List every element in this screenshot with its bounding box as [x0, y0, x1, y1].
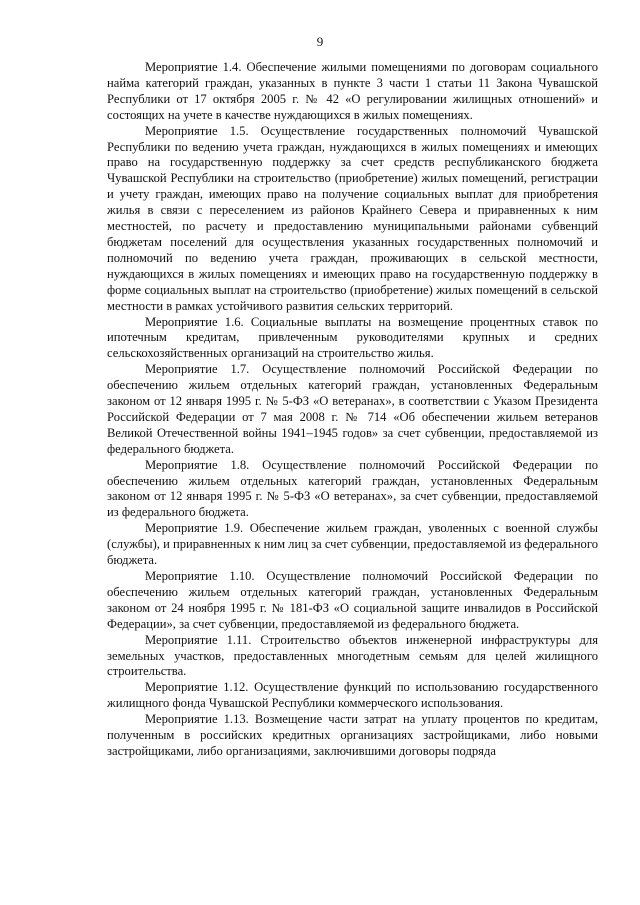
page-number: 9 — [316, 34, 324, 49]
paragraph-measure-1-11: Мероприятие 1.11. Строительство объектов инженерной инфраструктуры для земельных участков, предоставленных многодетным семьям для целей жилищного строительства. — [107, 632, 598, 679]
paragraph-measure-1-12: Мероприятие 1.12. Осуществление функций по использованию государственного жилищного фонда Чувашской Республики коммерческого использования. — [107, 680, 598, 711]
document-body — [107, 60, 598, 760]
paragraph-measure-1-4: Мероприятие 1.4. Обеспечение жилыми помещениями по договорам социального найма категорий граждан, указанных в пункте 3 части 1 статьи 11 Закона Чувашской Республики от 17 октября 2005 г. № 42 «О регулировании жилищных отношений» и состоящих на учете в качестве нуждающихся в жилых помещениях. — [107, 60, 598, 122]
paragraph-measure-1-8: Мероприятие 1.8. Осуществление полномочий Российской Федерации по обеспечению жильем отдельных категорий граждан, установленных Федеральным законом от 12 января 1995 г. № 5-ФЗ «О ветеранах», за счет субвенции, предоставляемой из федерального бюджета. — [107, 457, 598, 520]
paragraph-measure-1-6: Мероприятие 1.6. Социальные выплаты на возмещение процентных ставок по ипотечным кредитам, привлеченным руководителями крупных и средних сельскохозяйственных организаций на строительство жилья. — [107, 314, 598, 361]
paragraph-measure-1-9: Мероприятие 1.9. Обеспечение жильем граждан, уволенных с военной службы (службы), и приравненных к ним лиц за счет субвенции, предоставляемой из федерального бюджета. — [107, 521, 598, 568]
paragraph-measure-1-10: Мероприятие 1.10. Осуществление полномочий Российской Федерации по обеспечению жильем отдельных категорий граждан, установленных Федеральным законом от 24 ноября 1995 г. № 181-ФЗ «О социальной защите инвалидов в Российской Федерации», за счет субвенции, предоставляемой из федерального бюджета. — [107, 569, 598, 631]
paragraph-measure-1-13: Мероприятие 1.13. Возмещение части затрат на уплату процентов по кредитам, полученным в российских кредитных организациях застройщиками, либо новыми застройщиками, либо организациями, заключившими договоры подряда — [107, 712, 598, 758]
paragraph-measure-1-7: Мероприятие 1.7. Осуществление полномочий Российской Федерации по обеспечению жильем отдельных категорий граждан, установленных Федеральным законом от 12 января 1995 г. № 5-ФЗ «О ветеранах», в соответствии с Указом Президента Российской Федерации от 7 мая 2008 г. № 714 «Об обеспечении жильем ветеранов Великой Отечественной войны 1941–1945 годов» за счет субвенции, предоставляемой из федерального бюджета. — [107, 362, 598, 456]
paragraph-measure-1-5: Мероприятие 1.5. Осуществление государственных полномочий Чувашской Республики по ведению учета граждан, нуждающихся в жилых помещениях и имеющих право на государственную поддержку за счет средств республиканского бюджета Чувашской Республики на строительство (приобретение) жилых помещений, регистрации и учету граждан, имеющих право на получение социальных выплат для приобретения жилья в связи с переселением из районов Крайнего Севера и приравненных к ним местностей, по расчету и предоставлению муниципальными районами субвенций бюджетам поселений для осуществления указанных государственных полномочий и полномочий по ведению учета граждан, проживающих в сельской местности, нуждающихся в жилых помещениях и имеющих право на государственную поддержку в форме социальных выплат на строительство (приобретение) жилых помещений в сельской местности в рамках устойчивого развития сельских территорий. — [107, 123, 598, 313]
